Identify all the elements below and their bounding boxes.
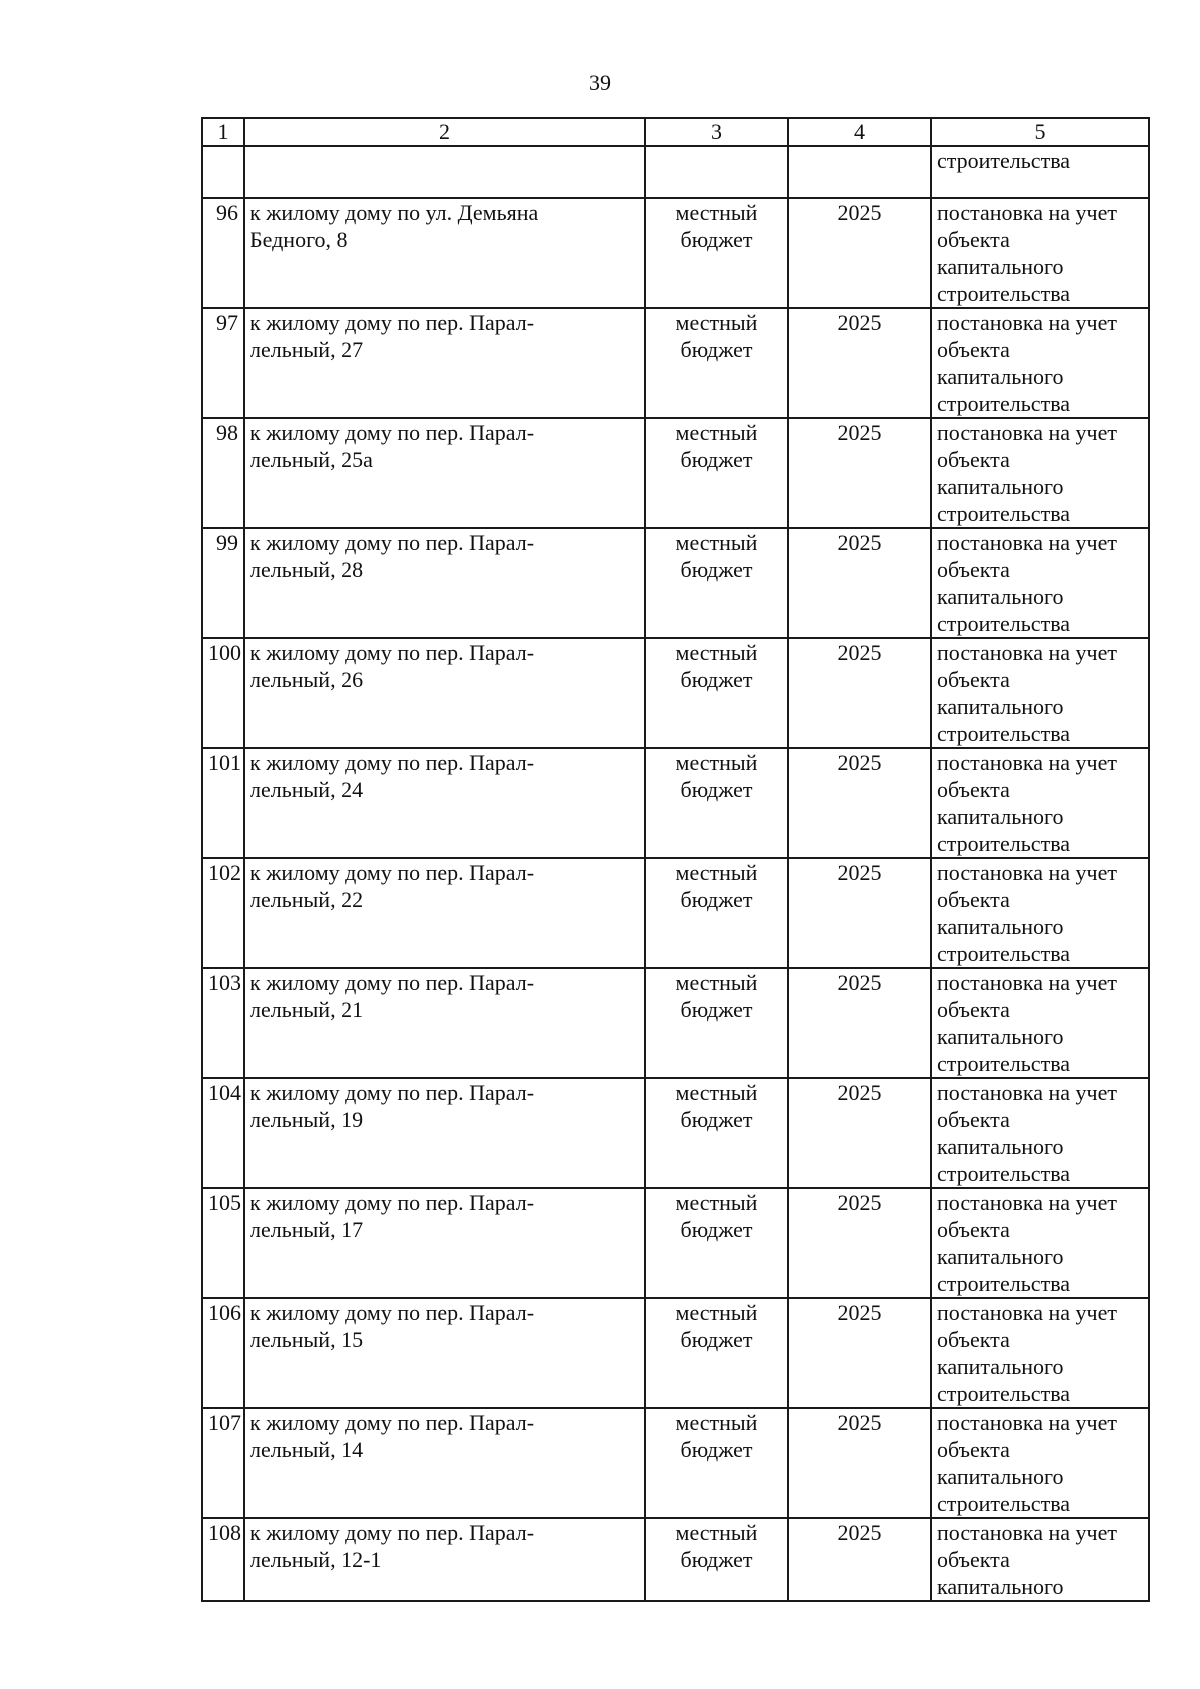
cell-line: строительства: [937, 1381, 1071, 1406]
cell-line: 2025: [837, 310, 882, 335]
cell-line: бюджет: [680, 557, 753, 582]
cell-line: строительства: [937, 501, 1071, 526]
table-cell: [202, 748, 244, 858]
table-cell: [244, 198, 645, 308]
column-header: 3: [645, 118, 788, 146]
table-cell: [202, 1298, 244, 1408]
cell-line: 2025: [837, 1080, 882, 1105]
cell-line: объекта: [937, 557, 1010, 582]
cell-line: к жилому дому по пер. Парал-: [250, 530, 535, 555]
cell-line: 2025: [837, 970, 882, 995]
table-cell: [244, 1298, 645, 1408]
table-row: [202, 418, 1149, 528]
table-cell: [788, 146, 931, 198]
cell-line: бюджет: [680, 887, 753, 912]
table-cell: [645, 1518, 788, 1601]
cell-line: объекта: [937, 997, 1010, 1022]
page-number: 39: [589, 70, 611, 95]
cell-line: местный: [675, 1300, 758, 1325]
table-cell: [645, 1408, 788, 1518]
cell-line: лельный, 19: [250, 1107, 364, 1132]
table-row: [202, 968, 1149, 1078]
table-cell: [931, 968, 1149, 1078]
cell-line: к жилому дому по пер. Парал-: [250, 420, 535, 445]
table-row: [202, 858, 1149, 968]
table-cell: [244, 1408, 645, 1518]
table-cell: [244, 528, 645, 638]
cell-line: капитального: [937, 804, 1064, 829]
continuation-row: [202, 146, 1149, 198]
table-cell: [244, 968, 645, 1078]
table-cell: [202, 146, 244, 198]
cell-line: местный: [675, 1190, 758, 1215]
cell-line: лельный, 27: [250, 337, 364, 362]
cell-line: к жилому дому по пер. Парал-: [250, 1300, 535, 1325]
cell-line: строительства: [937, 1051, 1071, 1076]
table-cell: [788, 968, 931, 1078]
cell-line: капитального: [937, 584, 1064, 609]
cell-line: постановка на учет: [937, 640, 1117, 665]
cell-line: объекта: [937, 1327, 1010, 1352]
cell-line: местный: [675, 420, 758, 445]
table-cell: [202, 638, 244, 748]
cell-line: капитального: [937, 694, 1064, 719]
cell-line: к жилому дому по пер. Парал-: [250, 1410, 535, 1435]
table-cell: [645, 1188, 788, 1298]
cell-line: объекта: [937, 1107, 1010, 1132]
table-cell: [788, 1408, 931, 1518]
cell-line: капитального: [937, 1134, 1064, 1159]
cell-line: бюджет: [680, 667, 753, 692]
cell-line: лельный, 15: [250, 1327, 364, 1352]
table-cell: [645, 1078, 788, 1188]
cell-line: капитального: [937, 474, 1064, 499]
cell-line: 106: [208, 1300, 241, 1325]
data-table: [201, 117, 1150, 1602]
cell-line: местный: [675, 970, 758, 995]
cell-line: постановка на учет: [937, 970, 1117, 995]
table-cell: [244, 748, 645, 858]
cell-line: местный: [675, 1520, 758, 1545]
cell-line: местный: [675, 1410, 758, 1435]
cell-line: строительства: [937, 611, 1071, 636]
table-row: [202, 638, 1149, 748]
cell-line: 108: [208, 1520, 241, 1545]
table-cell: [202, 418, 244, 528]
cell-line: бюджет: [680, 777, 753, 802]
cell-line: бюджет: [680, 1327, 753, 1352]
table-row: [202, 1518, 1149, 1601]
table-cell: [202, 1188, 244, 1298]
cell-line: постановка на учет: [937, 1300, 1117, 1325]
cell-line: лельный, 21: [250, 997, 364, 1022]
table-cell: [645, 198, 788, 308]
table-row: [202, 198, 1149, 308]
cell-line: 99: [216, 530, 238, 555]
cell-line: постановка на учет: [937, 1520, 1117, 1545]
table-cell: [244, 1188, 645, 1298]
cell-line: 100: [208, 640, 241, 665]
table-cell: [244, 308, 645, 418]
cell-line: 96: [216, 200, 238, 225]
column-header: 4: [788, 118, 931, 146]
cell-line: строительства: [937, 831, 1071, 856]
table-cell: [244, 638, 645, 748]
cell-line: местный: [675, 1080, 758, 1105]
cell-line: капитального: [937, 1024, 1064, 1049]
cell-line: местный: [675, 200, 758, 225]
table-cell: [202, 858, 244, 968]
table-cell: [931, 1408, 1149, 1518]
column-header: 2: [244, 118, 645, 146]
table-cell: [645, 146, 788, 198]
table-cell: [788, 418, 931, 528]
cell-line: лельный, 22: [250, 887, 364, 912]
cell-line: к жилому дому по пер. Парал-: [250, 640, 535, 665]
cell-line: Бедного, 8: [250, 227, 348, 252]
table-cell: [645, 638, 788, 748]
table-cell: [244, 146, 645, 198]
cell-line: 2025: [837, 200, 882, 225]
cell-line: строительства: [937, 941, 1071, 966]
table-cell: [645, 968, 788, 1078]
table-cell: [788, 308, 931, 418]
header-row: [202, 118, 1149, 146]
cell-line: постановка на учет: [937, 310, 1117, 335]
table-cell: [931, 638, 1149, 748]
cell-line: постановка на учет: [937, 200, 1117, 225]
cell-line: 2025: [837, 1410, 882, 1435]
table-row: [202, 1298, 1149, 1408]
table-cell: [244, 418, 645, 528]
cell-line: капитального: [937, 1354, 1064, 1379]
table-cell: [931, 528, 1149, 638]
cell-line: 2025: [837, 1300, 882, 1325]
cell-line: местный: [675, 750, 758, 775]
cell-line: постановка на учет: [937, 860, 1117, 885]
cell-line: 2025: [837, 1190, 882, 1215]
cell-line: объекта: [937, 447, 1010, 472]
cell-line: бюджет: [680, 337, 753, 362]
cell-line: местный: [675, 640, 758, 665]
cell-line: постановка на учет: [937, 420, 1117, 445]
table-cell: [931, 418, 1149, 528]
table-cell: [788, 1078, 931, 1188]
cell-line: объекта: [937, 887, 1010, 912]
table-cell: [931, 1188, 1149, 1298]
cell-line: строительства: [937, 721, 1071, 746]
table-cell: [788, 528, 931, 638]
cell-line: строительства: [937, 281, 1071, 306]
cell-line: объекта: [937, 777, 1010, 802]
cell-line: местный: [675, 310, 758, 335]
cell-line: объекта: [937, 1547, 1010, 1572]
table-cell: [645, 308, 788, 418]
table-cell: [244, 1078, 645, 1188]
cell-line: постановка на учет: [937, 1080, 1117, 1105]
table-cell: [931, 748, 1149, 858]
table-cell: [645, 1298, 788, 1408]
column-header: 1: [202, 118, 244, 146]
cell-line: к жилому дому по пер. Парал-: [250, 1190, 535, 1215]
cell-line: бюджет: [680, 1217, 753, 1242]
cell-line: объекта: [937, 1217, 1010, 1242]
cell-line: к жилому дому по пер. Парал-: [250, 1080, 535, 1105]
cell-line: 107: [208, 1410, 241, 1435]
table-cell: [931, 858, 1149, 968]
table-cell: [202, 1518, 244, 1601]
table-cell: строительства: [931, 146, 1149, 198]
cell-line: к жилому дому по пер. Парал-: [250, 310, 535, 335]
cell-line: 2025: [837, 420, 882, 445]
table-row: [202, 308, 1149, 418]
table-cell: [931, 1298, 1149, 1408]
cell-line: 104: [208, 1080, 241, 1105]
cell-line: местный: [675, 530, 758, 555]
table-cell: [202, 198, 244, 308]
cell-line: 2025: [837, 860, 882, 885]
cell-line: капитального: [937, 914, 1064, 939]
table-row: [202, 1408, 1149, 1518]
cell-line: лельный, 14: [250, 1437, 364, 1462]
table-cell: [788, 638, 931, 748]
table-row: [202, 1078, 1149, 1188]
table-cell: [244, 1518, 645, 1601]
table-cell: [931, 308, 1149, 418]
table-cell: [202, 308, 244, 418]
cell-line: 105: [208, 1190, 241, 1215]
cell-line: 98: [216, 420, 238, 445]
cell-line: бюджет: [680, 997, 753, 1022]
cell-line: лельный, 17: [250, 1217, 364, 1242]
cell-line: капитального: [937, 364, 1064, 389]
table-cell: [788, 1298, 931, 1408]
cell-line: бюджет: [680, 447, 753, 472]
table-cell: [645, 748, 788, 858]
table-cell: [645, 418, 788, 528]
table-cell: [788, 198, 931, 308]
cell-line: постановка на учет: [937, 1190, 1117, 1215]
table-cell: [244, 858, 645, 968]
cell-line: капитального: [937, 254, 1064, 279]
cell-line: к жилому дому по пер. Парал-: [250, 750, 535, 775]
table-body: [202, 146, 1149, 1601]
cell-line: строительства: [937, 1271, 1071, 1296]
cell-line: к жилому дому по пер. Парал-: [250, 970, 535, 995]
cell-line: постановка на учет: [937, 1410, 1117, 1435]
table-cell: [931, 1078, 1149, 1188]
table-cell: [202, 968, 244, 1078]
cell-line: объекта: [937, 337, 1010, 362]
cell-line: лельный, 12-1: [250, 1547, 382, 1572]
cell-line: 2025: [837, 530, 882, 555]
cell-line: лельный, 28: [250, 557, 364, 582]
cell-line: объекта: [937, 1437, 1010, 1462]
cell-line: бюджет: [680, 1437, 753, 1462]
cell-line: объекта: [937, 667, 1010, 692]
column-header: 5: [931, 118, 1149, 146]
cell-line: объекта: [937, 227, 1010, 252]
cell-line: лельный, 25а: [250, 447, 373, 472]
cell-line: лельный, 26: [250, 667, 364, 692]
cell-line: капитального: [937, 1464, 1064, 1489]
cell-line: к жилому дому по ул. Демьяна: [250, 200, 539, 225]
cell-line: 2025: [837, 1520, 882, 1545]
table-row: [202, 1188, 1149, 1298]
cell-line: строительства: [937, 1161, 1071, 1186]
cell-line: 101: [208, 750, 241, 775]
table-cell: [645, 528, 788, 638]
cell-line: строительства: [937, 1491, 1071, 1516]
cell-line: 102: [208, 860, 241, 885]
cell-line: бюджет: [680, 1547, 753, 1572]
cell-line: бюджет: [680, 227, 753, 252]
table-cell: [788, 1518, 931, 1601]
table-row: [202, 748, 1149, 858]
cell-line: постановка на учет: [937, 750, 1117, 775]
cell-line: местный: [675, 860, 758, 885]
cell-line: к жилому дому по пер. Парал-: [250, 1520, 535, 1545]
cell-line: лельный, 24: [250, 777, 364, 802]
table-cell: [202, 1408, 244, 1518]
cell-line: строительства: [937, 391, 1071, 416]
table-cell: [788, 858, 931, 968]
cell-line: к жилому дому по пер. Парал-: [250, 860, 535, 885]
cell-line: 103: [208, 970, 241, 995]
table-cell: [202, 1078, 244, 1188]
table-cell: [788, 1188, 931, 1298]
cell-line: капитального: [937, 1574, 1064, 1599]
cell-line: постановка на учет: [937, 530, 1117, 555]
table-row: [202, 528, 1149, 638]
table-cell: [931, 198, 1149, 308]
cell-line: 97: [216, 310, 238, 335]
cell-line: 2025: [837, 640, 882, 665]
table-cell: [931, 1518, 1149, 1601]
table-cell: [645, 858, 788, 968]
cell-line: капитального: [937, 1244, 1064, 1269]
cell-line: бюджет: [680, 1107, 753, 1132]
cell-line: 2025: [837, 750, 882, 775]
table-cell: [202, 528, 244, 638]
table-cell: [788, 748, 931, 858]
